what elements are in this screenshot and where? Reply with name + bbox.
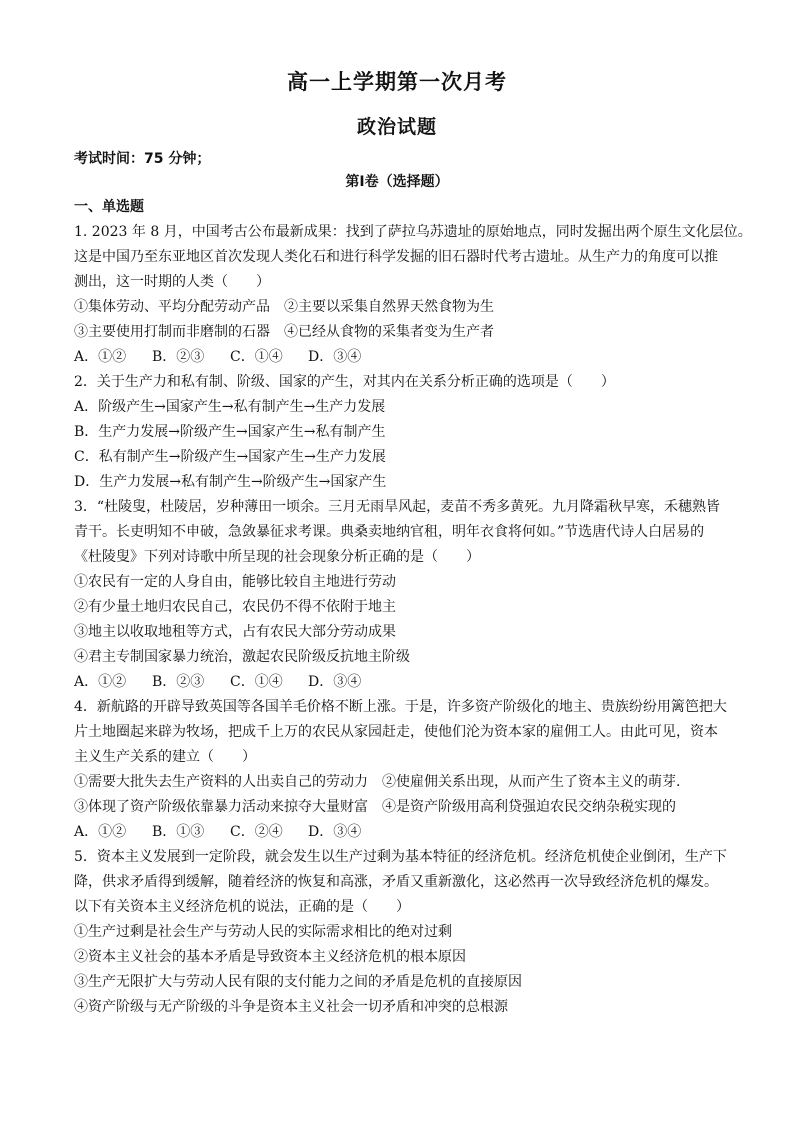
q5-stem-line-3: 以下有关资本主义经济危机的说法，正确的是（ ） xyxy=(74,899,410,915)
q5-item-line-4: ④资产阶级与无产阶级的斗争是资本主义社会一切矛盾和冲突的总根源 xyxy=(74,999,508,1015)
q5-item-line-1: ①生产过剩是社会生产与劳动人民的实际需求相比的绝对过剩 xyxy=(74,924,452,940)
q4-option-b: B．①③ xyxy=(152,824,205,840)
q1-options xyxy=(74,347,734,367)
q4-item-line-1: ①需要大批失去生产资料的人出卖自己的劳动力 ②使雇佣关系出现，从而产生了资本主义的萌芽. xyxy=(74,774,681,790)
q4-options xyxy=(74,822,734,842)
q4-stem-line-1: 4．新航路的开辟导致英国等各国羊毛价格不断上涨。于是，许多资产阶级化的地主、贵族纷纷用篱笆把大 xyxy=(74,699,727,715)
q1-item-line-2: ③主要使用打制而非磨制的石器 ④已经从食物的采集者变为生产者 xyxy=(74,324,494,340)
q1-option-c: C．①④ xyxy=(230,349,283,365)
q3-stem-line-3: 《杜陵叟》下列对诗歌中所呈现的社会现象分析正确的是（ ） xyxy=(74,549,480,565)
q5-item-line-3: ③生产无限扩大与劳动人民有限的支付能力之间的矛盾是危机的直接原因 xyxy=(74,974,522,990)
q1-stem-line-3: 测出，这一时期的人类（ ） xyxy=(74,274,270,290)
q4-option-c: C．②④ xyxy=(230,824,283,840)
q5-item-line-2: ②资本主义社会的基本矛盾是导致资本主义经济危机的根本原因 xyxy=(74,949,466,965)
q3-item-line-2: ②有少量土地归农民自己，农民仍不得不依附于地主 xyxy=(74,599,396,615)
q3-option-c: C．①④ xyxy=(230,674,283,690)
q3-stem-line-2: 青干。长吏明知不申破，急敛暴征求考课。典桑卖地纳官租，明年衣食将何如。”节选唐代诗人白居易的 xyxy=(74,524,705,540)
q1-option-b: B．②③ xyxy=(152,349,205,365)
q4-stem-line-3: 主义生产关系的建立（ ） xyxy=(74,749,256,765)
q3-option-b: B．②③ xyxy=(152,674,205,690)
q4-stem-line-2: 片土地圈起来辟为牧场，把成千上万的农民从家园赶走，使他们沦为资本家的雇佣工人。由此可见，资本 xyxy=(74,724,718,740)
q3-item-line-1: ①农民有一定的人身自由，能够比较自主地进行劳动 xyxy=(74,574,396,590)
q3-item-line-3: ③地主以收取地租等方式，占有农民大部分劳动成果 xyxy=(74,624,396,640)
q3-option-a: A．①② xyxy=(74,674,127,690)
section-title: 一、单选题 xyxy=(74,199,144,215)
exam-time: 考试时间：75 分钟； xyxy=(74,151,211,167)
q3-options xyxy=(74,672,734,692)
q3-stem-line-1: 3．“杜陵叟，杜陵居，岁种薄田一顷余。三月无雨旱风起，麦苗不秀多黄死。九月降霜秋早寒，禾穗熟皆 xyxy=(74,499,721,515)
q2-option-d: D．生产力发展→私有制产生→阶级产生→国家产生 xyxy=(74,474,387,490)
q3-option-d: D．③④ xyxy=(308,674,362,690)
q1-stem-line-1: 1. 2023 年 8 月，中国考古公布最新成果：找到了萨拉乌苏遗址的原始地点，同时发掘出两个原生文化层位。 xyxy=(74,224,752,240)
q4-item-line-2: ③体现了资产阶级依靠暴力活动来掠夺大量财富 ④是资产阶级用高利贷强迫农民交纳杂税实现的 xyxy=(74,799,676,815)
q1-stem-line-2: 这是中国乃至东亚地区首次发现人类化石和进行科学发掘的旧石器时代考古遗址。从生产力的角度可以推 xyxy=(74,249,718,265)
q2-option-c: C．私有制产生→阶级产生→国家产生→生产力发展 xyxy=(74,449,386,465)
q2-option-a: A．阶级产生→国家产生→私有制产生→生产力发展 xyxy=(74,399,386,415)
q5-stem-line-1: 5．资本主义发展到一定阶段，就会发生以生产过剩为基本特征的经济危机。经济危机使企业倒闭，生产下 xyxy=(74,849,727,865)
q4-option-d: D．③④ xyxy=(308,824,362,840)
q1-item-line-1: ①集体劳动、平均分配劳动产品 ②主要以采集自然界天然食物为生 xyxy=(74,299,494,315)
q1-option-a: A．①② xyxy=(74,349,127,365)
q3-item-line-4: ④君主专制国家暴力统治，激起农民阶级反抗地主阶级 xyxy=(74,649,410,665)
q2-option-b: B．生产力发展→阶级产生→国家产生→私有制产生 xyxy=(74,424,386,440)
q2-stem-line-1: 2．关于生产力和私有制、阶级、国家的产生，对其内在关系分析正确的选项是（ ） xyxy=(74,374,615,390)
q4-option-a: A．①② xyxy=(74,824,127,840)
exam-subtitle: 政治试题 xyxy=(356,116,437,138)
exam-title: 高一上学期第一次月考 xyxy=(287,70,507,94)
part-title: 第Ⅰ卷（选择题） xyxy=(345,174,449,190)
q1-option-d: D．③④ xyxy=(308,349,362,365)
q5-stem-line-2: 降，供求矛盾得到缓解，随着经济的恢复和高涨，矛盾又重新激化，这必然再一次导致经济危机的爆发。 xyxy=(74,874,718,890)
